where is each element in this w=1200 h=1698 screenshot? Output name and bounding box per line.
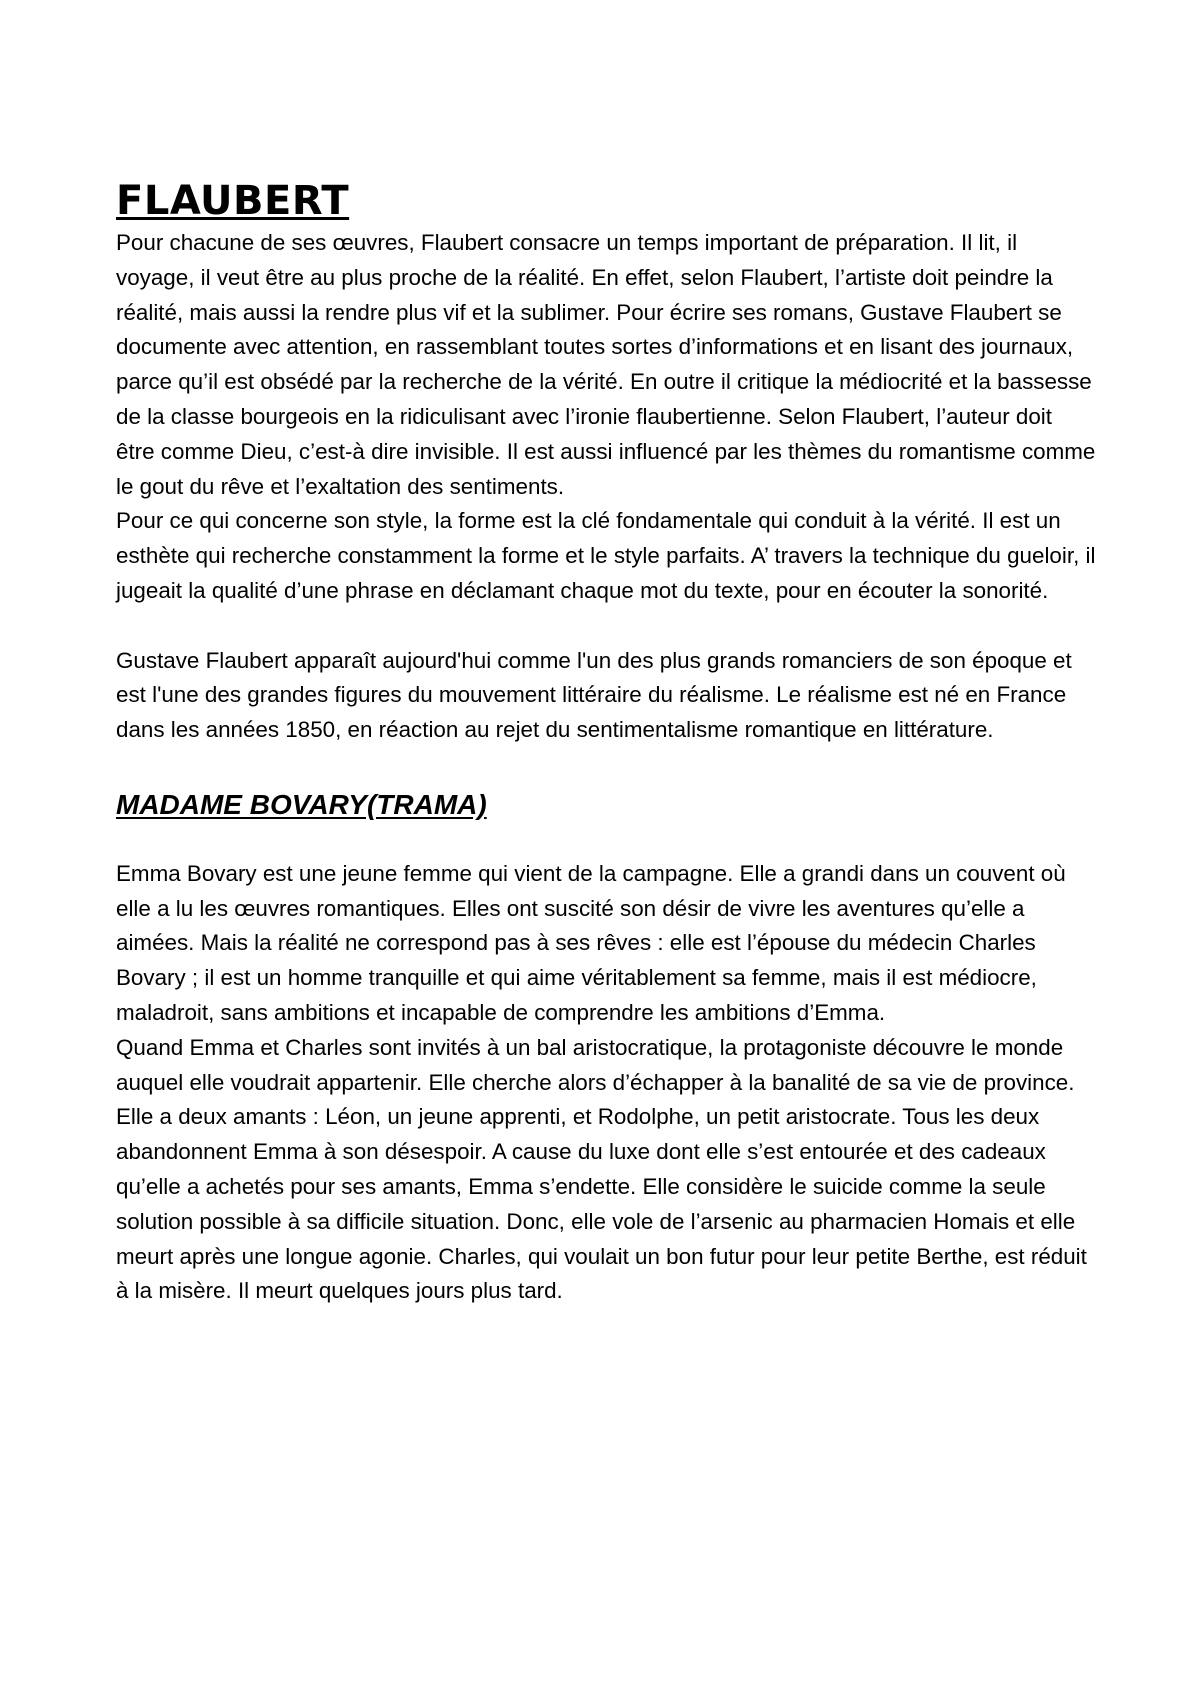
heading-spacer <box>116 823 1096 857</box>
document-page <box>116 178 1096 1309</box>
flaubert-paragraph-2: Pour ce qui concerne son style, la forme est la clé fondamentale qui conduit à la vérité. Il est un esthète qui recherche constamment la forme et le style parfaits. A’ travers la technique du gueloir, il jugeait la qualité d’une phrase en déclamant chaque mot du texte, pour en écouter la sonorité. <box>116 508 1096 603</box>
flaubert-paragraph-3: Gustave Flaubert apparaît aujourd'hui comme l'un des plus grands romanciers de son époque et est l'une des grandes figures du mouvement littéraire du réalisme. Le réalisme est né en France dans les années 1850, en réaction au rejet du sentimentalisme romantique en littérature. <box>116 647 1072 743</box>
document-title: FLAUBERT <box>116 178 350 224</box>
section-heading-madame-bovary: MADAME BOVARY(TRAMA) <box>116 788 487 820</box>
paragraph-spacer <box>116 748 1096 783</box>
flaubert-paragraph-1: Pour chacune de ses œuvres, Flaubert consacre un temps important de préparation. Il lit, il voyage, il veut être au plus proche de la réalité. En effet, selon Flaubert, l’artiste doit peindre la réalité, mais aussi la rendre plus vif et la sublimer. Pour écrire ses romans, Gustave Flaubert se documente avec attention, en rassemblant toutes sortes d’informations et en lisant des journaux, parce qu’il est obsédé par la recherche de la vérité. En outre il critique la médiocrité et la bassesse de la classe bourgeois en la ridiculisant avec l’ironie flaubertienne. Selon Flaubert, l’auteur doit être comme Dieu, c’est-à dire invisible. Il est aussi influencé par les thèmes du romantisme comme le gout du rêve et l’exaltation des sentiments. <box>116 230 1096 499</box>
bovary-paragraph-2: Quand Emma et Charles sont invités à un bal aristocratique, la protagoniste découvre le monde auquel elle voudrait appartenir. Elle cherche alors d’échapper à la banalité de sa vie de province. Elle a deux amants : Léon, un jeune apprenti, et Rodolphe, un petit aristocrate. Tous les deux abandonnent Emma à son désespoir. A cause du luxe dont elle s’est entourée et des cadeaux qu’elle a achetés pour ses amants, Emma s’endette. Elle considère le suicide comme la seule solution possible à sa difficile situation. Donc, elle vole de l’arsenic au pharmacien Homais et elle meurt après une longue agonie. Charles, qui voulait un bon futur pour leur petite Berthe, est réduit à la misère. Il meurt quelques jours plus tard. <box>116 1034 1087 1304</box>
bovary-paragraph-1: Emma Bovary est une jeune femme qui vient de la campagne. Elle a grandi dans un couvent où elle a lu les œuvres romantiques. Elles ont suscité son désir de vivre les aventures qu’elle a aimées. Mais la réalité ne correspond pas à ses rêves : elle est l’épouse du médecin Charles Bovary ; il est un homme tranquille et qui aime véritablement sa femme, mais il est médiocre, maladroit, sans ambitions et incapable de comprendre les ambitions d’Emma. <box>116 860 1066 1025</box>
paragraph-spacer <box>116 609 1096 644</box>
